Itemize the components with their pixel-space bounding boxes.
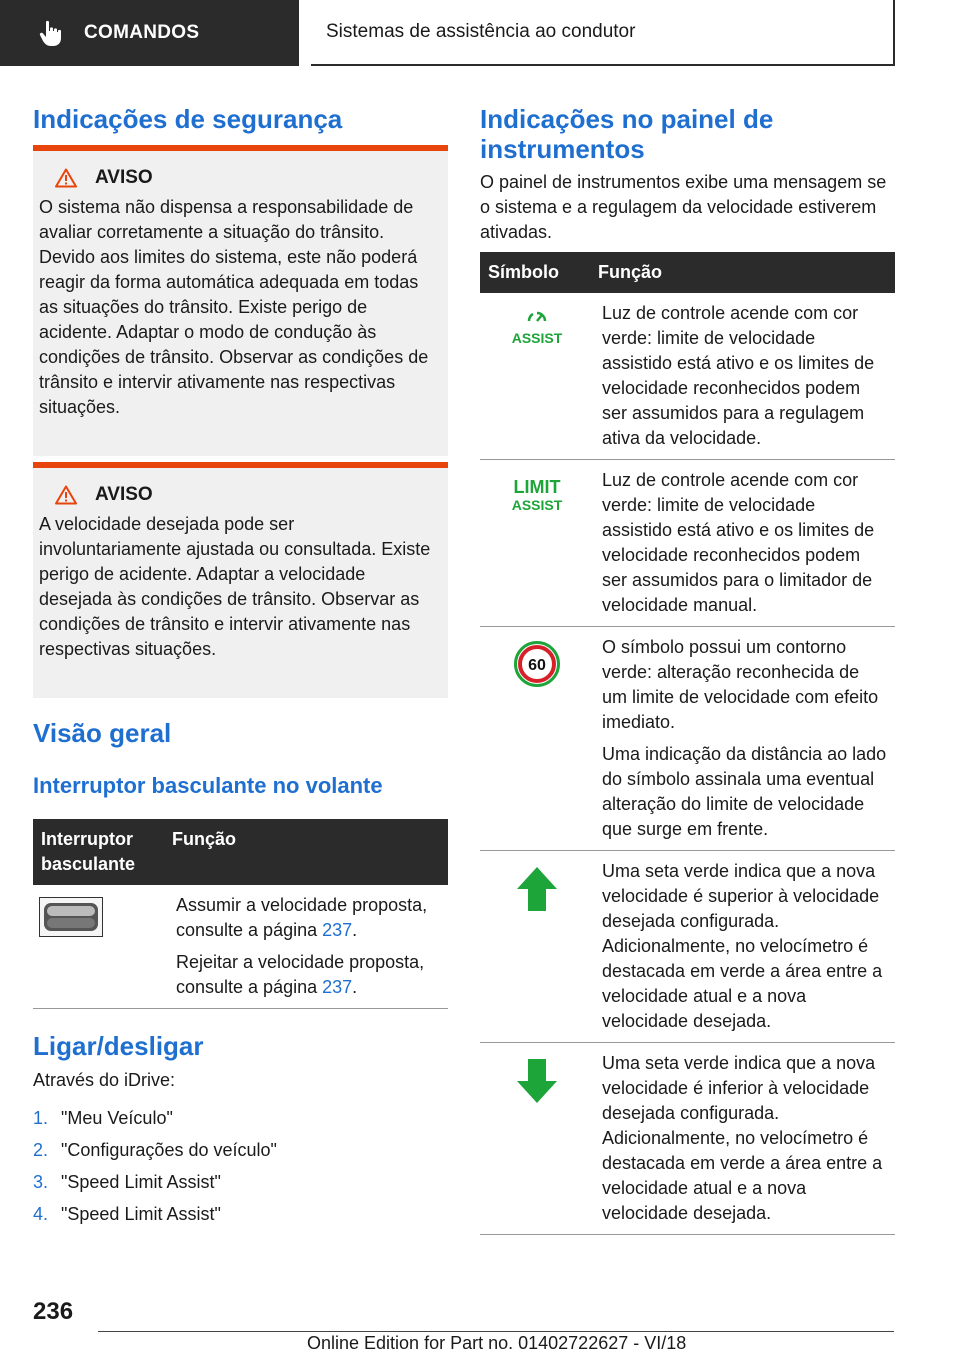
arrow-down-icon (515, 1057, 559, 1105)
footer-divider (98, 1331, 894, 1332)
limit-icon-bottom: ASSIST (511, 497, 563, 513)
onoff-intro: Através do iDrive: (33, 1070, 176, 1090)
symbol-desc-2: Luz de controle acende com cor verde: limite de velocidade assistido está ativo e os limites de velocidade reconhecidos podem ser assumidos para o limitador de velocidade manual. (602, 470, 875, 615)
list-item: 2. "Configurações do veículo" (33, 1140, 277, 1160)
hand-pointer-icon (36, 18, 66, 48)
switch-function-2: Rejeitar a velocidade proposta, consulte a página 237. (176, 952, 425, 997)
symbol-desc-1: Luz de controle acende com cor verde: limite de velocidade assistido está ativo e os limites de velocidade reconhecidos podem ser assumidos para a regulagem ativa da velocidade. (602, 303, 875, 448)
assist-indicator-icon (509, 309, 565, 349)
symbols-table (480, 252, 895, 1235)
list-item: 1. "Meu Veículo" (33, 1108, 173, 1128)
page-number: 236 (33, 1298, 74, 1325)
switch-function-1: Assumir a velocidade proposta, consulte a página 237. (176, 895, 428, 940)
rocker-switch-icon (39, 897, 103, 937)
header-section-label: COMANDOS (84, 22, 200, 43)
page-link-237[interactable]: 237 (322, 920, 353, 940)
warning-triangle-icon (55, 485, 77, 505)
table-header-function: Função (590, 252, 895, 293)
table-row (480, 1043, 895, 1235)
steps-list (33, 1106, 277, 1234)
table-row (33, 885, 448, 1009)
table-header-function: Função (164, 819, 448, 885)
symbol-desc-5: Uma seta verde indica que a nova velocidade é inferior à velocidade desejada configurada. Adicionalmente, no velocímetro é destacada em verde a área entre a velocidade atual e a nova velocidade desejada. (602, 1053, 883, 1223)
table-row (480, 460, 895, 627)
header-chapter (311, 0, 895, 66)
onoff-heading: Ligar/desligar (33, 1031, 204, 1061)
overview-heading: Visão geral (33, 718, 172, 748)
warning-box-1 (33, 145, 448, 456)
speed-limit-sign-icon (514, 641, 560, 687)
table-row (480, 851, 895, 1043)
warning-1-label: AVISO (95, 167, 153, 188)
warning-triangle-icon (55, 168, 77, 188)
instrument-intro: O painel de instrumentos exibe uma mensagem se o sistema e a regulagem da velocidade estiverem ativadas. (480, 172, 887, 242)
footer-edition: Online Edition for Part no. 01402722627 - VI/18 (307, 1333, 687, 1353)
table-row (480, 293, 895, 460)
symbol-desc-3a: O símbolo possui um contorno verde: alteração reconhecida de um limite de velocidade com efeito imediato. (602, 637, 879, 732)
symbol-desc-3b: Uma indicação da distância ao lado do símbolo assinala uma eventual alteração do limite de velocidade que surge em frente. (602, 744, 887, 839)
warning-2-label: AVISO (95, 484, 153, 505)
arrow-up-icon (515, 865, 559, 913)
warning-box-2 (33, 462, 448, 698)
rocker-switch-heading: Interruptor basculante no volante (33, 773, 383, 798)
header-chapter-label: Sistemas de assistência ao condutor (326, 21, 636, 42)
rocker-switch-table (33, 819, 448, 1009)
page-link-237[interactable]: 237 (322, 977, 353, 997)
limit-icon-top: LIMIT (513, 477, 561, 497)
table-header-switch: Interruptor basculante (33, 819, 164, 885)
warning-1-text: O sistema não dispensa a responsabilidade de avaliar corretamente a situação do trânsito. Devido aos limites do sistema, este não poderá reagir da forma automática adequada em todas as situações do trânsito. Existe perigo de acidente. Adaptar o modo de condução às condições de trânsito. Observar as condições de trânsito e intervir ativamente nas respectivas situações. (39, 197, 429, 417)
header-section-tab (0, 0, 299, 66)
symbol-desc-4: Uma seta verde indica que a nova velocidade é superior à velocidade desejada configurada. Adicionalmente, no velocímetro é destacada em verde a área entre a velocidade atual e a nova velocidade desejada. (602, 861, 883, 1031)
assist-icon-label: ASSIST (511, 330, 563, 346)
list-item: 3. "Speed Limit Assist" (33, 1172, 221, 1192)
instrument-heading: Indicações no painel de instrumentos (480, 104, 774, 164)
safety-heading: Indicações de segurança (33, 104, 343, 134)
warning-2-text: A velocidade desejada pode ser involuntariamente ajustada ou consultada. Existe perigo de acidente. Adaptar a velocidade desejada às condições de trânsito. Observar as condições de trânsito e intervir ativamente nas respectivas situações. (39, 514, 431, 659)
table-header-symbol: Símbolo (480, 252, 590, 293)
limit-assist-indicator-icon (509, 476, 565, 516)
table-row (480, 627, 895, 851)
speed-sign-value: 60 (528, 657, 546, 674)
list-item: 4. "Speed Limit Assist" (33, 1204, 221, 1224)
